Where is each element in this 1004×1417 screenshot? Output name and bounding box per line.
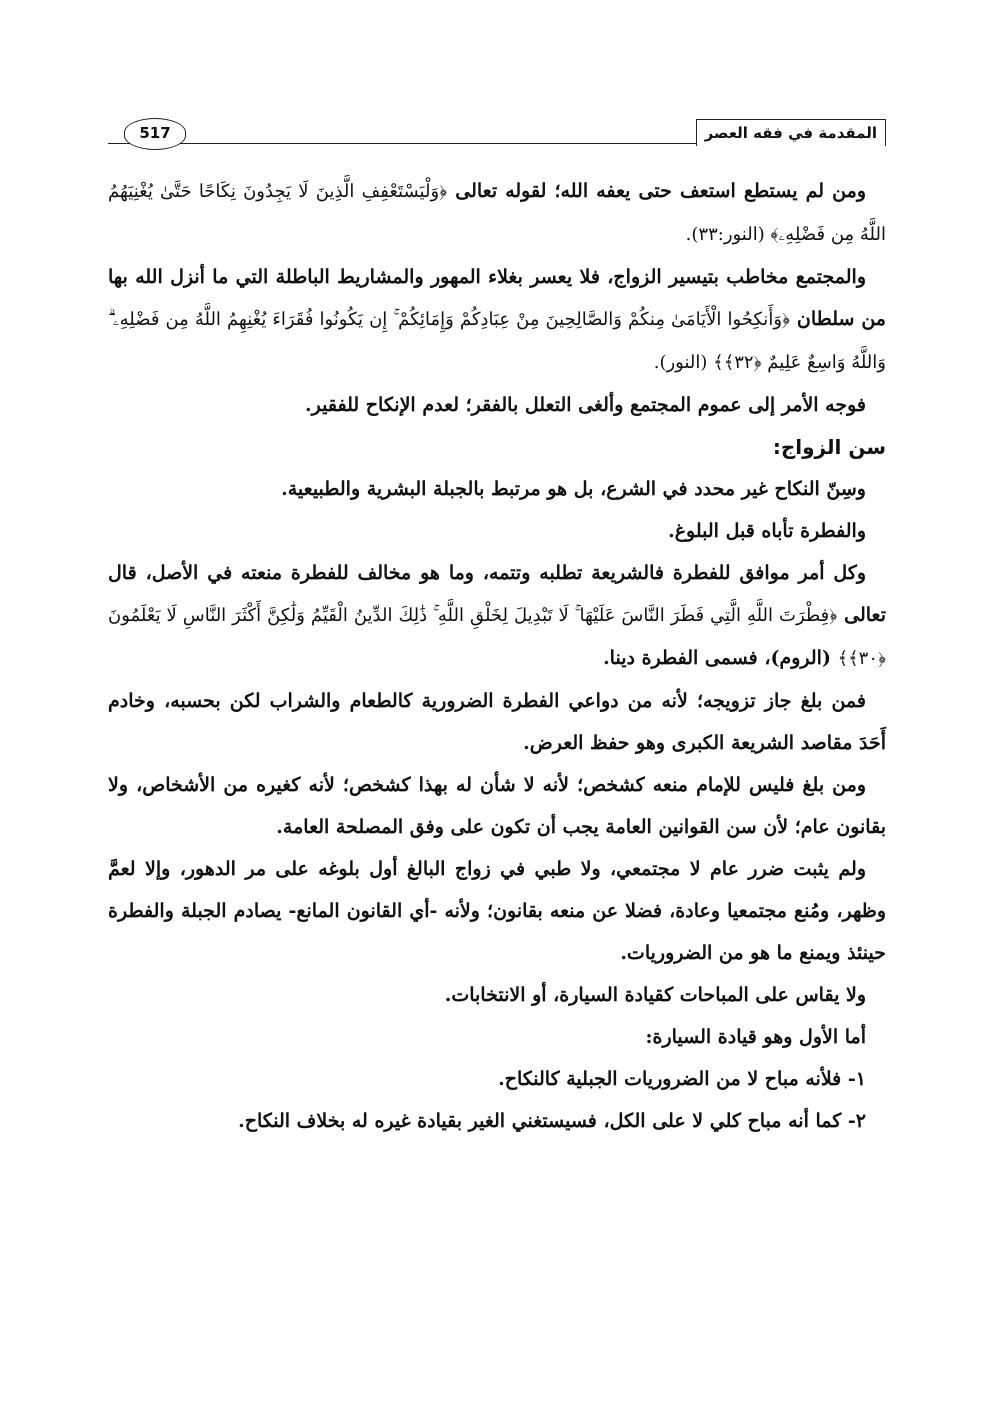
- verse-3-reference: (الروم)، فسمى الفطرة دينا.: [603, 647, 838, 669]
- paragraph-1: [108, 170, 886, 256]
- quran-verse-1: ﴿وَلْيَسْتَعْفِفِ الَّذِينَ لَا يَجِدُونَ نِكَاحًا حَتَّىٰ يُغْنِيَهُمُ اللَّهُ مِن فَضْلِهِۦ﴾: [108, 181, 886, 245]
- list-item-2: ٢- كما أنه مباح كلي لا على الكل، فسيستغني الغير بقيادة غيره له بخلاف النكاح.: [238, 1110, 866, 1132]
- paragraph-2: [108, 256, 886, 384]
- paragraph-5: والفطرة تأباه قبل البلوغ.: [668, 520, 866, 542]
- paragraph-2-text: والمجتمع مخاطب بتيسير الزواج، فلا يعسر بغلاء المهور والمشاريط الباطلة التي ما أنزل الله بها من سلطان: [108, 266, 886, 330]
- verse-1-reference: (النور:٣٣).: [685, 224, 771, 245]
- paragraph-8: ومن بلغ فليس للإمام منعه كشخص؛ لأنه لا شأن له بهذا كشخص؛ لأنه كغيره من الأشخاص، ولا بقانون عام؛ لأن سن القوانين العامة يجب أن تكون على وفق المصلحة العامة.: [108, 774, 886, 838]
- verse-2-reference: (النور).: [653, 352, 714, 373]
- quran-verse-3: ﴿فِطْرَتَ اللَّهِ الَّتِي فَطَرَ النَّاسَ عَلَيْهَا ۚ لَا تَبْدِيلَ لِخَلْقِ اللَّهِ ۚ ذَٰلِكَ الدِّينُ الْقَيِّمُ وَلَٰكِنَّ أَكْثَرَ النَّاسِ لَا يَعْلَمُونَ ﴿٣٠﴾﴾: [108, 605, 886, 669]
- paragraph-7: فمن بلغ جاز تزويجه؛ لأنه من دواعي الفطرة الضرورية كالطعام والشراب لكن بحسبه، وخادم أَحَدَ مقاصد الشريعة الكبرى وهو حفظ العرض.: [108, 690, 886, 754]
- section-heading-marriage-age: سن الزواج:: [772, 435, 886, 459]
- page-number: 517: [124, 118, 186, 150]
- paragraph-6: [108, 552, 886, 680]
- quran-verse-2: ﴿وَأَنكِحُوا الْأَيَامَىٰ مِنكُمْ وَالصَّالِحِينَ مِنْ عِبَادِكُمْ وَإِمَائِكُمْ ۚ إِن يَكُونُوا فُقَرَاءَ يُغْنِهِمُ اللَّهُ مِن فَضْلِهِۦ ۗ وَاللَّهُ وَاسِعٌ عَلِيمٌ ﴿٣٢﴾﴾: [108, 309, 886, 373]
- paragraph-6-text: وكل أمر موافق للفطرة فالشريعة تطلبه وتتمه، وما هو مخالف للفطرة منعته في الأصل، قال تعالى: [108, 562, 886, 626]
- book-title: المقدمة في فقه العصر: [696, 119, 886, 146]
- paragraph-11: أما الأول وهو قيادة السيارة:: [645, 1026, 866, 1048]
- paragraph-10: ولا يقاس على المباحات كقيادة السيارة، أو الانتخابات.: [444, 984, 866, 1006]
- list-item-1: ١- فلأنه مباح لا من الضروريات الجبلية كالنكاح.: [498, 1068, 866, 1090]
- paragraph-4: وسِنّ النكاح غير محدد في الشرع، بل هو مرتبط بالجبلة البشرية والطبيعية.: [281, 478, 866, 500]
- paragraph-3: فوجه الأمر إلى عموم المجتمع وألغى التعلل بالفقر؛ لعدم الإنكاح للفقير.: [305, 394, 866, 416]
- paragraph-9: ولم يثبت ضرر عام لا مجتمعي، ولا طبي في زواج البالغ أول بلوغه على مر الدهور، وإلا لعمَّ وظهر، ومُنع مجتمعيا وعادة، فضلا عن منعه بقانون؛ ولأنه -أي القانون المانع- يصادم الجبلة والفطرة حينئذ ويمنع ما هو من الضروريات.: [108, 858, 886, 964]
- paragraph-1-text: ومن لم يستطع استعف حتى يعفه الله؛ لقوله تعالى: [447, 180, 866, 202]
- running-header: [108, 118, 886, 152]
- page-body: [108, 170, 886, 1142]
